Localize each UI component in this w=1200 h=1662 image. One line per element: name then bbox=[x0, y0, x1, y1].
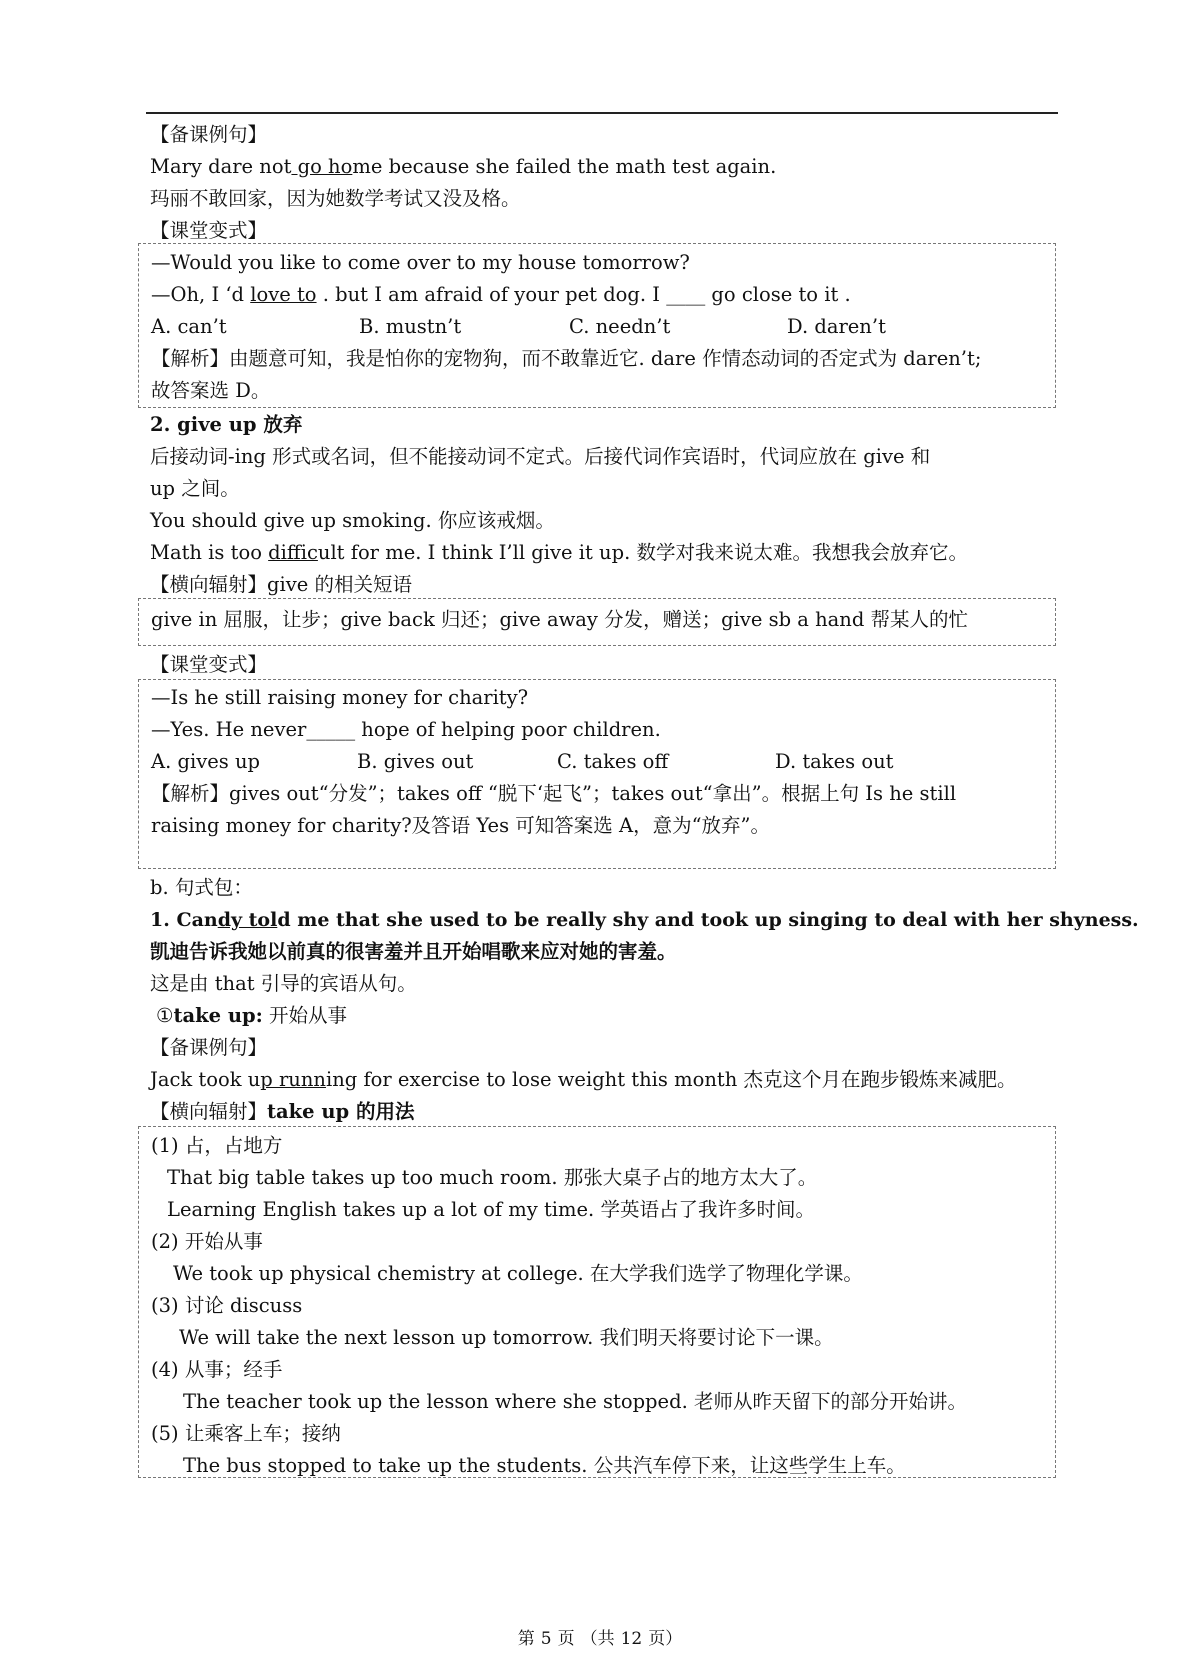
key-sentence-zh: 凯迪告诉我她以前真的很害羞并且开始唱歌来应对她的害羞。 bbox=[150, 940, 677, 963]
options-row bbox=[151, 750, 1031, 774]
section-title: 2. give up 放弃 bbox=[150, 413, 303, 436]
grammar-note: 这是由 that 引导的宾语从句。 bbox=[150, 972, 417, 995]
heading-radiation: 【横向辐射】give 的相关短语 bbox=[150, 573, 412, 596]
option-c: C. takes off bbox=[557, 750, 669, 773]
usage-heading: (4) 从事；经手 bbox=[151, 1358, 283, 1381]
question-line: —Is he still raising money for charity? bbox=[151, 686, 529, 709]
text-seg: . but I am afraid of your pet dog. I ____ go close to it . bbox=[316, 283, 851, 306]
underlined-seg: dy tol bbox=[217, 909, 278, 931]
footer-text: 第 bbox=[517, 1629, 535, 1649]
point-term: take up: bbox=[173, 1004, 263, 1027]
text-seg: —Oh, I ‘d bbox=[151, 283, 251, 306]
example-line bbox=[150, 541, 968, 565]
example-sentence-en bbox=[150, 155, 776, 179]
option-d: D. takes out bbox=[775, 750, 894, 773]
text-seg: me because she failed the math test again. bbox=[352, 155, 777, 178]
total-pages: 12 bbox=[620, 1629, 643, 1649]
text-seg: Mary dare not bbox=[150, 155, 292, 178]
footer-text: 页） bbox=[648, 1629, 683, 1649]
text-seg: 1. Can bbox=[150, 909, 218, 931]
point-meaning: 开始从事 bbox=[262, 1004, 348, 1027]
underlined-seg: go ho bbox=[291, 155, 353, 178]
analysis-line: 【解析】gives out“分发”；takes off “脱下‘起飞”；takes out“拿出”。根据上句 Is he still bbox=[151, 782, 957, 805]
footer-text: 页 bbox=[557, 1629, 575, 1649]
option-a: A. can’t bbox=[151, 315, 227, 338]
option-a: A. gives up bbox=[151, 750, 261, 773]
usage-heading: (1) 占，占地方 bbox=[151, 1134, 283, 1157]
usage-box bbox=[138, 1126, 1056, 1478]
exercise-box-1 bbox=[138, 243, 1056, 408]
option-b: B. mustn’t bbox=[359, 315, 462, 338]
usage-example: We took up physical chemistry at college. 在大学我们选学了物理化学课。 bbox=[173, 1262, 863, 1285]
usage-example: The bus stopped to take up the students. 公共汽车停下来，让这些学生上车。 bbox=[183, 1454, 906, 1477]
paragraph-line: 后接动词-ing 形式或名词，但不能接动词不定式。后接代词作宾语时，代词应放在 give 和 bbox=[150, 445, 931, 468]
underlined-seg: diffic bbox=[268, 541, 318, 564]
usage-heading: (3) 讨论 discuss bbox=[151, 1294, 303, 1317]
underlined-seg: p runn bbox=[260, 1068, 326, 1091]
header-rule bbox=[146, 112, 1058, 114]
circled-number: ① bbox=[156, 1004, 174, 1027]
text-seg: ult for me. I think I’ll give it up. 数学对我来说太难。我想我会放弃它。 bbox=[317, 541, 968, 564]
question-line bbox=[151, 283, 851, 307]
heading-example: 【备课例句】 bbox=[150, 123, 268, 146]
bold-seg: take up 的用法 bbox=[267, 1100, 415, 1123]
heading-exercise: 【课堂变式】 bbox=[150, 219, 268, 242]
usage-example: We will take the next lesson up tomorrow. 我们明天将要讨论下一课。 bbox=[179, 1326, 834, 1349]
option-b: B. gives out bbox=[357, 750, 474, 773]
analysis-line: 故答案选 D。 bbox=[151, 379, 271, 402]
usage-example: Learning English takes up a lot of my time. 学英语占了我许多时间。 bbox=[167, 1198, 815, 1221]
usage-heading: (2) 开始从事 bbox=[151, 1230, 263, 1253]
phrases-box bbox=[138, 598, 1056, 646]
underlined-seg: love to bbox=[250, 283, 317, 306]
option-d: D. daren’t bbox=[787, 315, 886, 338]
text-seg: Math is too bbox=[150, 541, 269, 564]
paragraph-line: up 之间。 bbox=[150, 477, 240, 500]
usage-example: That big table takes up too much room. 那张大桌子占的地方太大了。 bbox=[167, 1166, 818, 1189]
text-seg: d me that she used to be really shy and took up singing to deal with her shyness. bbox=[277, 909, 1139, 931]
options-row bbox=[151, 315, 1031, 339]
analysis-line: raising money for charity?及答语 Yes 可知答案选 A，意为“放弃”。 bbox=[151, 814, 771, 837]
key-sentence-en bbox=[150, 908, 1139, 932]
usage-example: The teacher took up the lesson where she stopped. 老师从昨天留下的部分开始讲。 bbox=[183, 1390, 967, 1413]
example-line: You should give up smoking. 你应该戒烟。 bbox=[150, 509, 555, 532]
footer-text: （共 bbox=[580, 1629, 615, 1649]
point-heading bbox=[156, 1004, 347, 1028]
question-line: —Would you like to come over to my house tomorrow? bbox=[151, 251, 690, 274]
question-line: —Yes. He never_____ hope of helping poor children. bbox=[151, 718, 661, 741]
analysis-line: 【解析】由题意可知，我是怕你的宠物狗，而不敢靠近它. dare 作情态动词的否定式为 daren’t; bbox=[151, 347, 982, 370]
text-seg: 【横向辐射】 bbox=[150, 1100, 268, 1123]
text-seg: ing for exercise to lose weight this month 杰克这个月在跑步锻炼来减肥。 bbox=[325, 1068, 1017, 1091]
text-seg: Jack took u bbox=[150, 1068, 261, 1091]
section-label: b. 句式包： bbox=[150, 876, 253, 899]
example-line bbox=[150, 1068, 1017, 1092]
example-sentence-zh: 玛丽不敢回家，因为她数学考试又没及格。 bbox=[150, 187, 521, 210]
page-footer bbox=[0, 1624, 1200, 1649]
phrases-line: give in 屈服，让步；give back 归还；give away 分发，赠送；give sb a hand 帮某人的忙 bbox=[151, 608, 969, 631]
option-c: C. needn’t bbox=[569, 315, 671, 338]
heading-example: 【备课例句】 bbox=[150, 1036, 268, 1059]
heading-exercise: 【课堂变式】 bbox=[150, 653, 268, 676]
exercise-box-2 bbox=[138, 679, 1056, 869]
page-number: 5 bbox=[540, 1629, 552, 1649]
usage-heading: (5) 让乘客上车；接纳 bbox=[151, 1422, 341, 1445]
heading-radiation bbox=[150, 1100, 414, 1124]
